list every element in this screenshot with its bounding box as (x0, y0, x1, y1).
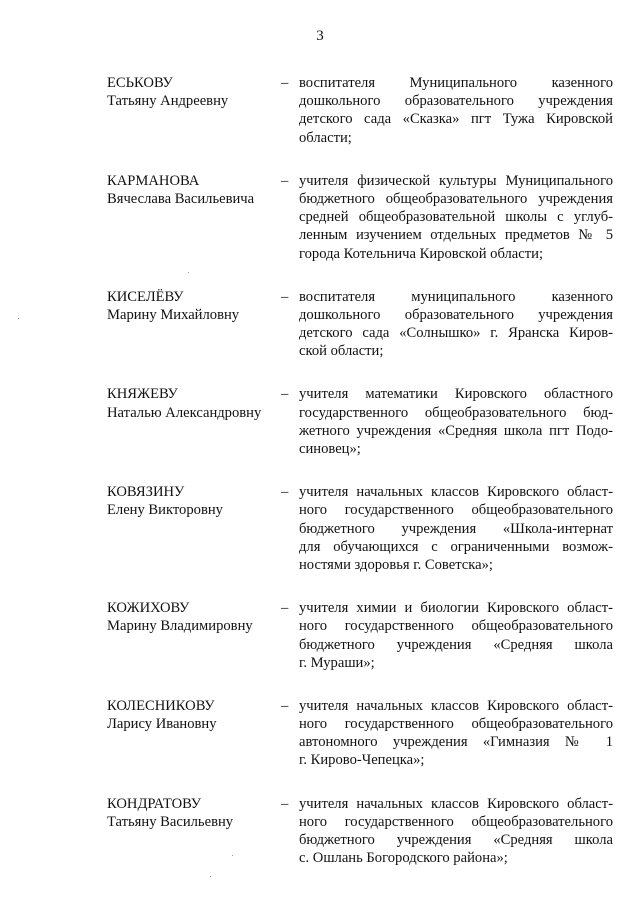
list-entry (0, 172, 640, 263)
scan-speck (210, 876, 211, 877)
recipient-name (107, 483, 277, 519)
recipient-position (299, 385, 613, 458)
position-line: бюджетного учреждения «Школа-интернат (299, 520, 613, 537)
page-number: 3 (316, 28, 324, 44)
recipient-name (107, 172, 277, 208)
recipient-given-names: Марину Владимировну (107, 618, 253, 635)
position-line: учителя математики Кировского областного (299, 386, 613, 403)
recipient-position (299, 599, 613, 672)
recipient-surname: КОЖИХОВУ (107, 600, 190, 617)
position-line: ного государственного общеобразовательного (299, 716, 613, 733)
position-line: учителя начальных классов Кировского област- (299, 697, 613, 714)
recipient-given-names: Вячеслава Васильевича (107, 190, 255, 207)
position-line: ностями здоровья г. Советска»; (299, 556, 493, 573)
recipient-position (299, 483, 613, 574)
list-entry (0, 795, 640, 868)
dash-separator: – (281, 172, 289, 189)
list-entry (0, 385, 640, 458)
position-line: воспитателя Муниципального казенного (299, 75, 613, 91)
award-list (0, 74, 640, 892)
recipient-name (107, 74, 277, 110)
recipient-surname: ЕСЬКОВУ (107, 75, 173, 91)
position-line: ного государственного общеобразовательного (299, 618, 613, 635)
position-line: дошкольного образовательного учреждения (299, 93, 613, 110)
recipient-given-names: Марину Михайловну (107, 306, 240, 323)
position-line: г. Кирово-Чепецка»; (299, 752, 425, 769)
recipient-name (107, 697, 277, 733)
recipient-name (107, 288, 277, 324)
recipient-name (107, 795, 277, 831)
position-line: жетного учреждения «Средняя школа пгт Подо- (299, 422, 613, 439)
position-line: с. Ошлань Богородского района»; (299, 850, 508, 867)
position-line: синовец»; (299, 441, 361, 457)
position-line: бюджетного общеобразовательного учреждения (299, 190, 613, 207)
position-line: учителя химии и биологии Кировского област- (299, 600, 613, 617)
position-line: области; (299, 129, 352, 146)
position-line: детского сада «Солнышко» г. Яранска Киров- (299, 325, 613, 342)
recipient-surname: КНЯЖЕВУ (107, 386, 178, 403)
recipient-given-names: Татьяну Васильевну (107, 813, 234, 830)
position-line: детского сада «Сказка» пгт Тужа Кировской (299, 111, 613, 128)
dash-separator: – (281, 484, 289, 501)
dash-separator: – (281, 75, 289, 91)
recipient-given-names: Елену Викторовну (107, 502, 223, 519)
recipient-surname: КАРМАНОВА (107, 172, 200, 189)
position-line: для обучающихся с ограниченными возмож- (299, 538, 613, 555)
position-line: г. Мураши»; (299, 654, 375, 671)
position-line: ской области; (299, 343, 384, 360)
position-line: бюджетного учреждения «Средняя школа (299, 636, 613, 653)
recipient-surname: КОВЯЗИНУ (107, 484, 185, 501)
recipient-name (107, 385, 277, 421)
recipient-position (299, 74, 613, 147)
recipient-surname: КИСЕЛЁВУ (107, 288, 184, 305)
position-line: ного государственного общеобразовательного (299, 813, 613, 830)
dash-separator: – (281, 697, 289, 714)
position-line: ленным изучением отдельных предметов № 5 (299, 227, 613, 244)
position-line: города Котельнича Кировской области; (299, 245, 543, 262)
dash-separator: – (281, 600, 289, 617)
recipient-position (299, 795, 613, 868)
recipient-position (299, 697, 613, 770)
recipient-given-names: Наталью Александровну (107, 404, 262, 421)
recipient-given-names: Татьяну Андреевну (107, 93, 229, 110)
position-line: дошкольного образовательного учреждения (299, 306, 613, 323)
position-line: воспитателя муниципального казенного (299, 288, 613, 305)
position-line: учителя физической культуры Муниципального (299, 172, 613, 189)
list-entry (0, 288, 640, 361)
position-line: автономного учреждения «Гимназия № 1 (299, 734, 613, 751)
position-line: средней общеобразовательной школы с углуб- (299, 209, 613, 226)
recipient-position (299, 172, 613, 263)
position-line: бюджетного учреждения «Средняя школа (299, 832, 613, 848)
dash-separator: – (281, 288, 289, 305)
recipient-name (107, 599, 277, 635)
recipient-surname: КОНДРАТОВУ (107, 795, 202, 812)
recipient-position (299, 288, 613, 361)
list-entry (0, 599, 640, 672)
recipient-given-names: Ларису Ивановну (107, 716, 217, 733)
position-line: учителя начальных классов Кировского област- (299, 795, 613, 812)
dash-separator: – (281, 386, 289, 403)
scan-speck (232, 855, 233, 856)
position-line: государственного общеобразовательного бюд- (299, 404, 613, 421)
scan-speck (188, 272, 189, 273)
list-entry (0, 483, 640, 574)
list-entry (0, 697, 640, 770)
position-line: учителя начальных классов Кировского област- (299, 484, 613, 501)
position-line: ного государственного общеобразовательного (299, 502, 613, 519)
list-entry (0, 74, 640, 147)
scan-speck (18, 318, 19, 319)
dash-separator: – (281, 795, 289, 812)
recipient-surname: КОЛЕСНИКОВУ (107, 697, 215, 714)
